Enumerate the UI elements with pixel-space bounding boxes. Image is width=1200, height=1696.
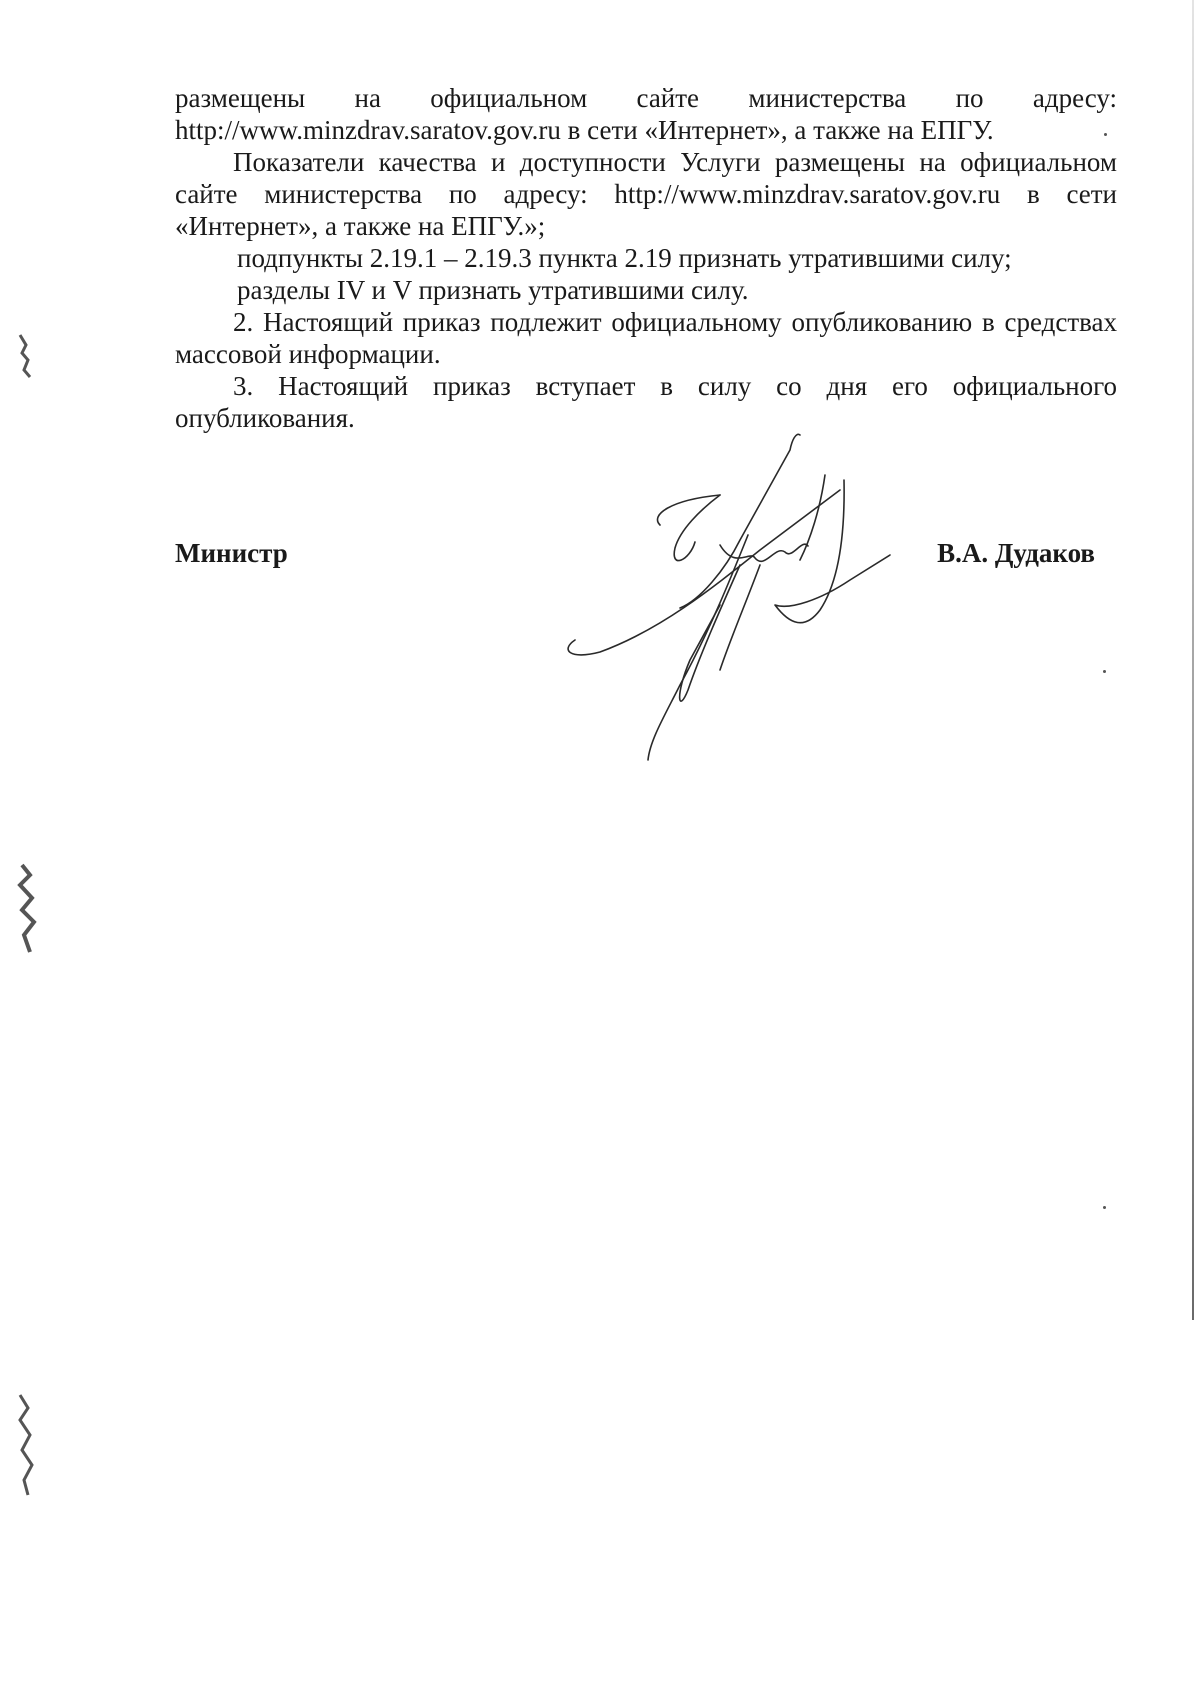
signatory-title: Министр (175, 538, 288, 568)
paragraph-subitems-void: подпункты 2.19.1 – 2.19.3 пункта 2.19 признать утратившими силу; (237, 243, 1012, 273)
punch-hole-mark (10, 325, 40, 385)
paragraph-quality-indicators: Показатели качества и доступности Услуги размещены на официальном сайте министерства по адресу: http://www.minzdrav.saratov.gov.ru в сети «Интернет», а также на ЕПГУ.»; (175, 147, 1117, 241)
document-body (175, 82, 1117, 434)
paragraph-sections-void: разделы IV и V признать утратившими силу. (237, 275, 749, 305)
scan-edge-line (1192, 0, 1194, 1320)
punch-hole-mark (10, 860, 40, 960)
scan-speck (1103, 1206, 1106, 1209)
scan-speck (1103, 670, 1106, 673)
signature-block (175, 538, 1095, 578)
scan-speck (1104, 133, 1107, 136)
signatory-name: В.А. Дудаков (937, 538, 1095, 568)
punch-hole-mark (10, 1390, 40, 1500)
paragraph-continuation: размещены на официальном сайте министерства по адресу: http://www.minzdrav.saratov.gov.ru в сети «Интернет», а также на ЕПГУ. (175, 83, 1117, 145)
handwritten-signature (560, 430, 940, 790)
paragraph-publication: 2. Настоящий приказ подлежит официальному опубликованию в средствах массовой информации. (175, 307, 1117, 369)
paragraph-effective-date: 3. Настоящий приказ вступает в силу со дня его официального опубликования. (175, 371, 1117, 433)
